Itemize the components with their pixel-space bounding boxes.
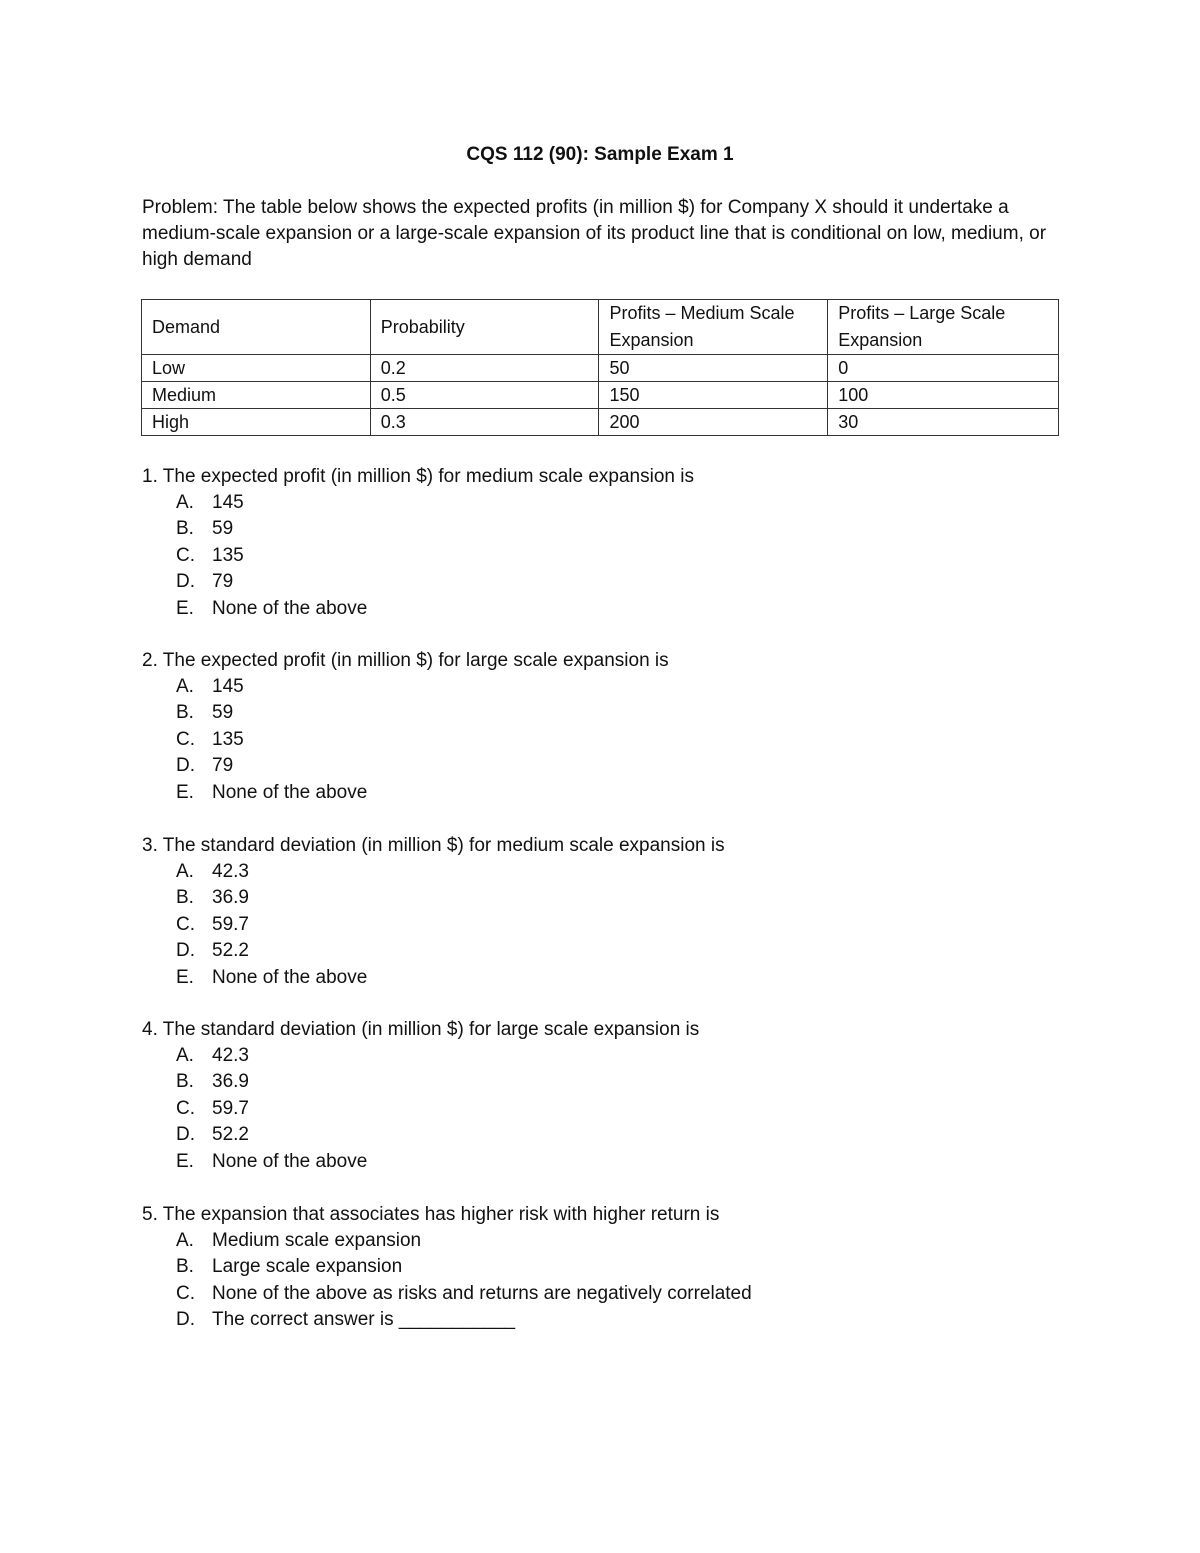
option-text: 36.9: [212, 1071, 249, 1093]
option-text: 52.2: [212, 1124, 249, 1146]
option-list: [142, 859, 1042, 991]
option-list: [142, 674, 1042, 806]
option-letter: D.: [176, 1309, 195, 1331]
answer-option: [142, 1281, 1042, 1307]
answer-option: [142, 596, 1042, 622]
answer-option: [142, 780, 1042, 806]
option-text: The correct answer is ___________: [212, 1309, 516, 1331]
answer-option: [142, 727, 1042, 753]
option-letter: A.: [176, 676, 194, 697]
option-text: 135: [212, 544, 244, 566]
option-letter: E.: [176, 781, 194, 803]
option-text: 145: [212, 676, 244, 697]
question-3: [142, 833, 1042, 991]
option-letter: D.: [176, 571, 195, 593]
answer-option: [142, 1122, 1042, 1148]
table-header-cell: Probability: [370, 300, 599, 355]
option-text: None of the above as risks and returns are negatively correlated: [212, 1282, 752, 1304]
option-text: 59.7: [212, 913, 249, 935]
option-letter: C.: [176, 728, 195, 750]
table-cell: 150: [599, 382, 828, 409]
answer-option: [142, 1096, 1042, 1122]
option-text: Large scale expansion: [212, 1256, 403, 1278]
table-cell: 0.2: [370, 355, 599, 382]
page-title: CQS 112 (90): Sample Exam 1: [466, 144, 734, 165]
option-text: 59: [212, 702, 234, 724]
profit-table: [141, 299, 1059, 436]
question-2: [142, 648, 1042, 806]
option-text: 42.3: [212, 1045, 249, 1066]
option-letter: B.: [176, 887, 194, 909]
option-letter: A.: [176, 1230, 194, 1251]
answer-option: [142, 912, 1042, 938]
table-header-row: [142, 300, 1059, 355]
option-letter: C.: [176, 1097, 195, 1119]
option-text: None of the above: [212, 966, 368, 988]
answer-option: [142, 859, 1042, 885]
option-letter: B.: [176, 1256, 194, 1278]
answer-option: [142, 569, 1042, 595]
option-text: None of the above: [212, 1150, 368, 1172]
question-text: 4. The standard deviation (in million $) for large scale expansion is: [142, 1019, 700, 1040]
question-text: 3. The standard deviation (in million $) for medium scale expansion is: [142, 835, 725, 856]
option-text: None of the above: [212, 597, 368, 619]
option-list: [142, 1228, 1042, 1334]
question-4: [142, 1017, 1042, 1175]
question-text: 2. The expected profit (in million $) for large scale expansion is: [142, 650, 669, 671]
table-row: [142, 382, 1059, 409]
question-1: [142, 464, 1042, 622]
table-row: [142, 409, 1059, 436]
table-cell: High: [142, 409, 371, 436]
answer-option: [142, 700, 1042, 726]
question-text: 5. The expansion that associates has higher risk with higher return is: [142, 1204, 720, 1225]
option-text: 79: [212, 755, 234, 777]
option-letter: B.: [176, 518, 194, 540]
table-cell: 100: [828, 382, 1059, 409]
option-letter: B.: [176, 702, 194, 724]
option-letter: B.: [176, 1071, 194, 1093]
option-letter: D.: [176, 755, 195, 777]
option-letter: A.: [176, 861, 194, 882]
table-cell: 0.3: [370, 409, 599, 436]
option-text: 135: [212, 728, 244, 750]
option-text: 42.3: [212, 861, 249, 882]
answer-option: [142, 885, 1042, 911]
table-header-cell: Profits – Large Scale Expansion: [828, 300, 1059, 355]
option-letter: E.: [176, 597, 194, 619]
option-letter: D.: [176, 1124, 195, 1146]
table-cell: 0.5: [370, 382, 599, 409]
answer-option: [142, 674, 1042, 700]
table-cell: 200: [599, 409, 828, 436]
option-text: 79: [212, 571, 234, 593]
option-letter: C.: [176, 913, 195, 935]
table-header-cell: Demand: [142, 300, 371, 355]
answer-option: [142, 1307, 1042, 1333]
answer-option: [142, 1069, 1042, 1095]
table-cell: Low: [142, 355, 371, 382]
answer-option: [142, 516, 1042, 542]
option-text: None of the above: [212, 781, 368, 803]
answer-option: [142, 753, 1042, 779]
answer-option: [142, 1228, 1042, 1254]
option-text: 145: [212, 492, 244, 513]
table-cell: 50: [599, 355, 828, 382]
table-header-cell: Profits – Medium Scale Expansion: [599, 300, 828, 355]
option-letter: C.: [176, 544, 195, 566]
answer-option: [142, 1149, 1042, 1175]
option-letter: E.: [176, 1150, 194, 1172]
option-text: 52.2: [212, 940, 249, 962]
option-letter: C.: [176, 1282, 195, 1304]
option-text: 59.7: [212, 1097, 249, 1119]
answer-option: [142, 1254, 1042, 1280]
option-text: 59: [212, 518, 234, 540]
answer-option: [142, 490, 1042, 516]
answer-option: [142, 938, 1042, 964]
answer-option: [142, 543, 1042, 569]
option-letter: D.: [176, 940, 195, 962]
table-cell: 0: [828, 355, 1059, 382]
question-5: [142, 1202, 1042, 1334]
answer-option: [142, 1043, 1042, 1069]
question-text: 1. The expected profit (in million $) for medium scale expansion is: [142, 466, 694, 487]
problem-statement: Problem: The table below shows the expected profits (in million $) for Company X should it undertake a medium-scale expansion or a large-scale expansion of its product line that is conditional on low, medium, or high demand: [142, 197, 1047, 270]
answer-option: [142, 965, 1042, 991]
table-row: [142, 355, 1059, 382]
table-cell: Medium: [142, 382, 371, 409]
option-text: Medium scale expansion: [212, 1230, 422, 1251]
option-text: 36.9: [212, 887, 249, 909]
option-letter: A.: [176, 492, 194, 513]
option-list: [142, 1043, 1042, 1175]
table-cell: 30: [828, 409, 1059, 436]
option-list: [142, 490, 1042, 622]
option-letter: E.: [176, 966, 194, 988]
option-letter: A.: [176, 1045, 194, 1066]
